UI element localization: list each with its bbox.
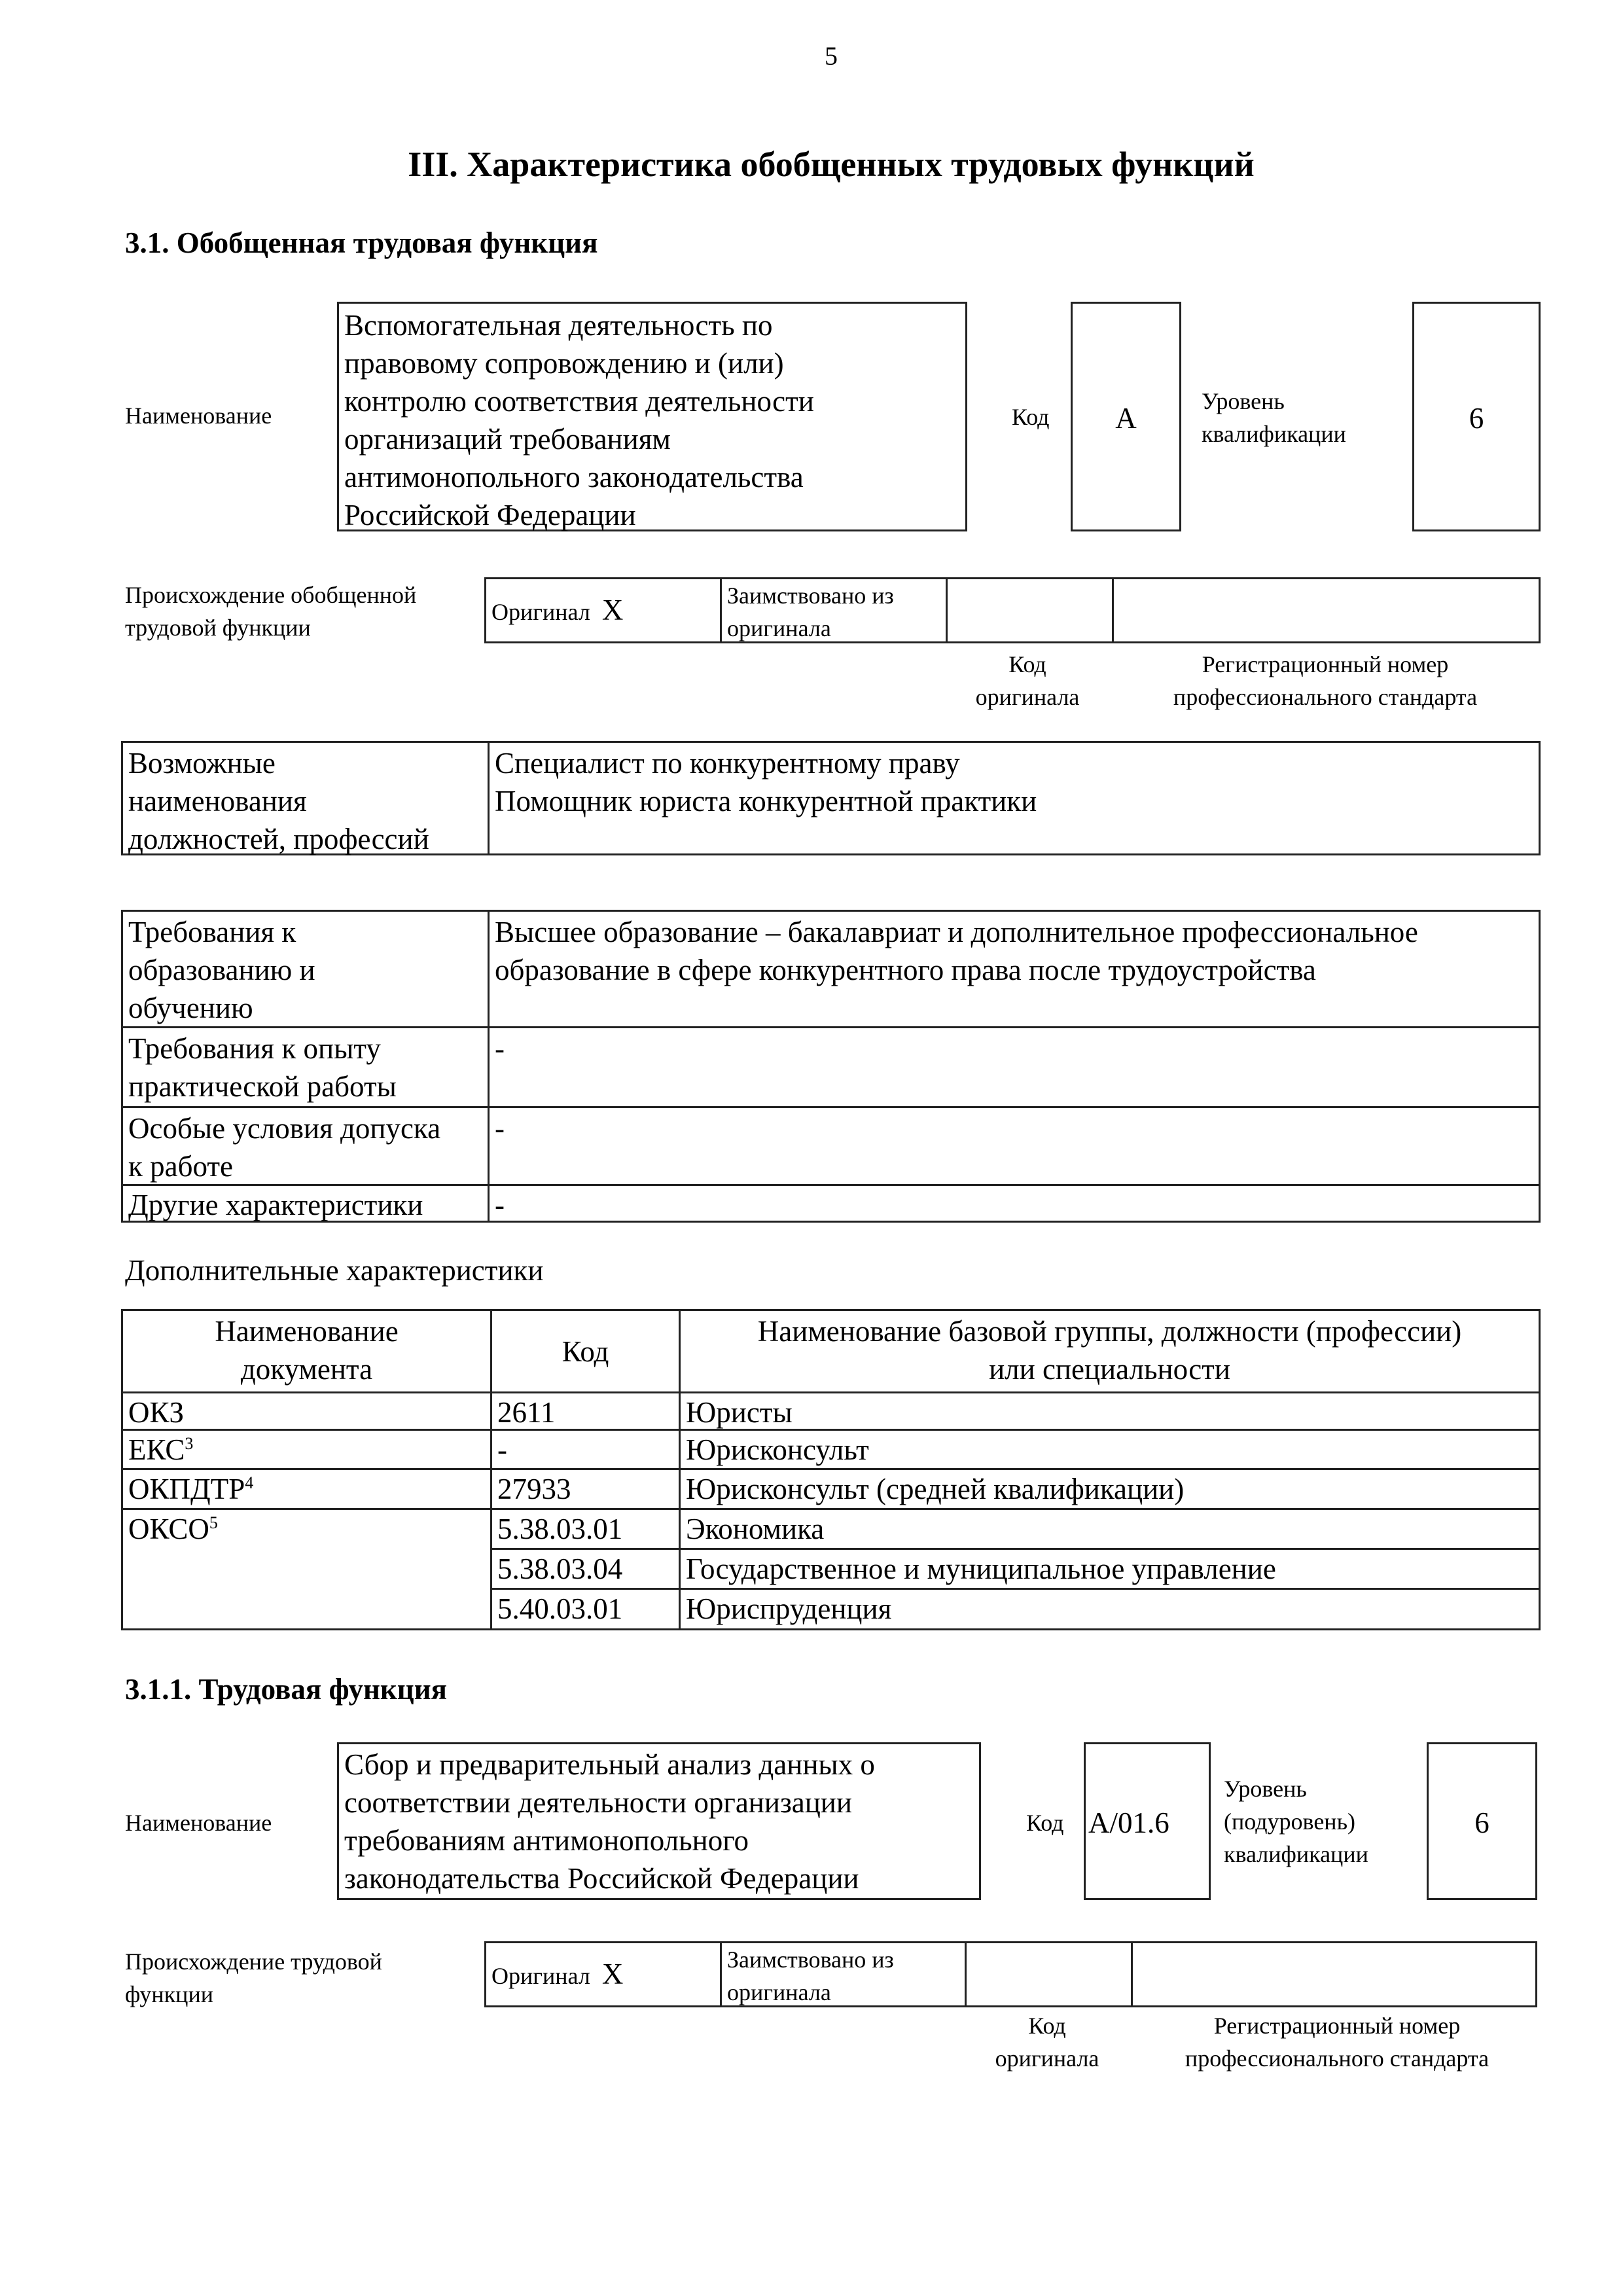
tf-code: A/01.6 xyxy=(1084,1742,1211,1900)
additional-title: Дополнительные характеристики xyxy=(125,1254,544,1287)
origin-label-line: трудовой функции xyxy=(125,615,311,641)
original-label: Оригинал xyxy=(491,1963,590,1989)
caption-line: Регистрационный номер xyxy=(1213,2013,1461,2039)
level-label-line: квалификации xyxy=(1224,1841,1368,1867)
positions-label xyxy=(121,741,490,855)
table-row-code: 5.38.03.04 xyxy=(490,1548,681,1590)
borrowed-label-line: Заимствовано из xyxy=(727,583,894,609)
level-label-line: (подуровень) xyxy=(1224,1808,1355,1835)
original-mark: X xyxy=(601,1958,624,1990)
label-line: Возможные xyxy=(128,747,276,780)
original-mark: X xyxy=(601,594,624,626)
doc-name: ЕКС xyxy=(128,1433,185,1466)
gtf-caption-reg xyxy=(1129,648,1522,713)
borrowed-label-line: оригинала xyxy=(727,1979,831,2005)
positions-value xyxy=(488,741,1541,855)
name-line: Российской Федерации xyxy=(344,499,636,531)
table-row-code: 27933 xyxy=(490,1468,681,1510)
table-row-code: - xyxy=(490,1429,681,1470)
tf-code-label: Код xyxy=(1026,1810,1064,1836)
header-line: документа xyxy=(240,1353,373,1386)
gtf-borrowed-cell xyxy=(720,577,948,643)
name-line: требованиям антимонопольного xyxy=(344,1824,749,1857)
tf-name-box xyxy=(337,1742,981,1900)
tf-level: 6 xyxy=(1427,1742,1537,1900)
position-item: Специалист по конкурентному праву xyxy=(495,747,960,780)
table-row-doc xyxy=(121,1508,492,1630)
name-line: Вспомогательная деятельность по xyxy=(344,309,773,342)
name-line: соответствии деятельности организации xyxy=(344,1786,852,1819)
caption-line: Регистрационный номер xyxy=(1202,651,1449,677)
req-other-label: Другие характеристики xyxy=(121,1184,490,1223)
tf-name-label: Наименование xyxy=(125,1810,272,1836)
gtf-origin-label xyxy=(125,579,416,644)
req-education-label xyxy=(121,910,490,1028)
footnote-ref: 5 xyxy=(209,1513,218,1532)
level-label-line: Уровень xyxy=(1224,1776,1307,1802)
req-admission-value: - xyxy=(488,1106,1541,1186)
footnote-ref: 4 xyxy=(245,1473,254,1492)
level-label-line: квалификации xyxy=(1202,421,1346,447)
caption-line: оригинала xyxy=(995,2045,1099,2072)
table-row-code: 2611 xyxy=(490,1391,681,1431)
req-admission-label xyxy=(121,1106,490,1186)
tf-original-cell xyxy=(484,1941,722,2007)
name-line: законодательства Российской Федерации xyxy=(344,1862,859,1895)
req-experience-value: - xyxy=(488,1026,1541,1108)
header-name xyxy=(679,1309,1541,1393)
name-line: организаций требованиям xyxy=(344,423,671,456)
caption-line: профессионального стандарта xyxy=(1173,684,1478,710)
label-line: Требования к xyxy=(128,916,296,948)
label-line: практической работы xyxy=(128,1070,397,1103)
label-line: образованию и xyxy=(128,954,315,986)
table-row-doc xyxy=(121,1391,492,1431)
section-title: III. Характеристика обобщенных трудовых функций xyxy=(408,145,1255,184)
header-doc xyxy=(121,1309,492,1393)
caption-line: Код xyxy=(1008,651,1046,677)
origin-label-line: Происхождение обобщенной xyxy=(125,582,417,608)
tf-reg-number-cell xyxy=(1131,1941,1537,2007)
gtf-code: A xyxy=(1071,302,1181,531)
tf-origin-label xyxy=(125,1945,382,2011)
label-line: обучению xyxy=(128,992,253,1024)
gtf-original-code-cell xyxy=(946,577,1114,643)
name-line: антимонопольного законодательства xyxy=(344,461,804,493)
gtf-name-label: Наименование xyxy=(125,403,272,429)
name-line: Сбор и предварительный анализ данных о xyxy=(344,1748,875,1781)
page-number: 5 xyxy=(825,41,838,71)
table-row-name: Государственное и муниципальное управление xyxy=(679,1548,1541,1590)
table-row-name: Юристы xyxy=(679,1391,1541,1431)
name-line: правовому сопровождению и (или) xyxy=(344,347,784,380)
gtf-original-cell xyxy=(484,577,722,643)
table-row-name: Юриспруденция xyxy=(679,1588,1541,1630)
tf-caption-reg xyxy=(1141,2009,1533,2075)
header-code: Код xyxy=(490,1309,681,1393)
doc-name: ОКСО xyxy=(128,1513,209,1545)
tf-caption-code xyxy=(982,2009,1113,2075)
label-line: наименования xyxy=(128,785,307,817)
req-other-value: - xyxy=(488,1184,1541,1223)
label-line: должностей, профессий xyxy=(128,823,429,855)
table-row-name: Юрисконсульт xyxy=(679,1429,1541,1470)
table-row-doc xyxy=(121,1468,492,1510)
gtf-level: 6 xyxy=(1412,302,1541,531)
level-label-line: Уровень xyxy=(1202,388,1285,414)
footnote-ref: 3 xyxy=(185,1434,194,1453)
gtf-heading: 3.1. Обобщенная трудовая функция xyxy=(125,226,598,259)
req-education-value xyxy=(488,910,1541,1028)
header-line: Наименование базовой группы, должности (профессии) xyxy=(757,1315,1462,1348)
table-row-doc xyxy=(121,1429,492,1470)
caption-line: оригинала xyxy=(975,684,1080,710)
gtf-reg-number-cell xyxy=(1112,577,1541,643)
original-label: Оригинал xyxy=(491,599,590,625)
table-row-name: Юрисконсульт (средней квалификации) xyxy=(679,1468,1541,1510)
origin-label-line: Происхождение трудовой xyxy=(125,1948,382,1975)
gtf-level-label xyxy=(1202,385,1346,450)
tf-heading: 3.1.1. Трудовая функция xyxy=(125,1673,448,1706)
value-line: образование в сфере конкурентного права после трудоустройства xyxy=(495,954,1316,986)
label-line: Особые условия допуска xyxy=(128,1112,441,1145)
table-row-code: 5.40.03.01 xyxy=(490,1588,681,1630)
value-line: Высшее образование – бакалавриат и дополнительное профессиональное xyxy=(495,916,1418,948)
label-line: к работе xyxy=(128,1150,234,1183)
doc-name: ОКПДТР xyxy=(128,1473,245,1505)
gtf-code-label: Код xyxy=(1012,404,1050,430)
origin-label-line: функции xyxy=(125,1981,213,2007)
header-line: или специальности xyxy=(989,1353,1230,1386)
borrowed-label-line: оригинала xyxy=(727,615,831,641)
label-line: Требования к опыту xyxy=(128,1032,381,1065)
caption-line: профессионального стандарта xyxy=(1185,2045,1489,2072)
name-line: контролю соответствия деятельности xyxy=(344,385,814,418)
caption-line: Код xyxy=(1028,2013,1066,2039)
gtf-name-box xyxy=(337,302,967,531)
table-row-name: Экономика xyxy=(679,1508,1541,1550)
doc-name: ОКЗ xyxy=(128,1396,185,1429)
borrowed-label-line: Заимствовано из xyxy=(727,1946,894,1973)
tf-original-code-cell xyxy=(965,1941,1133,2007)
tf-level-label xyxy=(1224,1772,1368,1871)
header-line: Наименование xyxy=(215,1315,399,1348)
table-row-code: 5.38.03.01 xyxy=(490,1508,681,1550)
position-item: Помощник юриста конкурентной практики xyxy=(495,785,1037,817)
gtf-caption-code xyxy=(962,648,1093,713)
req-experience-label xyxy=(121,1026,490,1108)
tf-borrowed-cell xyxy=(720,1941,967,2007)
